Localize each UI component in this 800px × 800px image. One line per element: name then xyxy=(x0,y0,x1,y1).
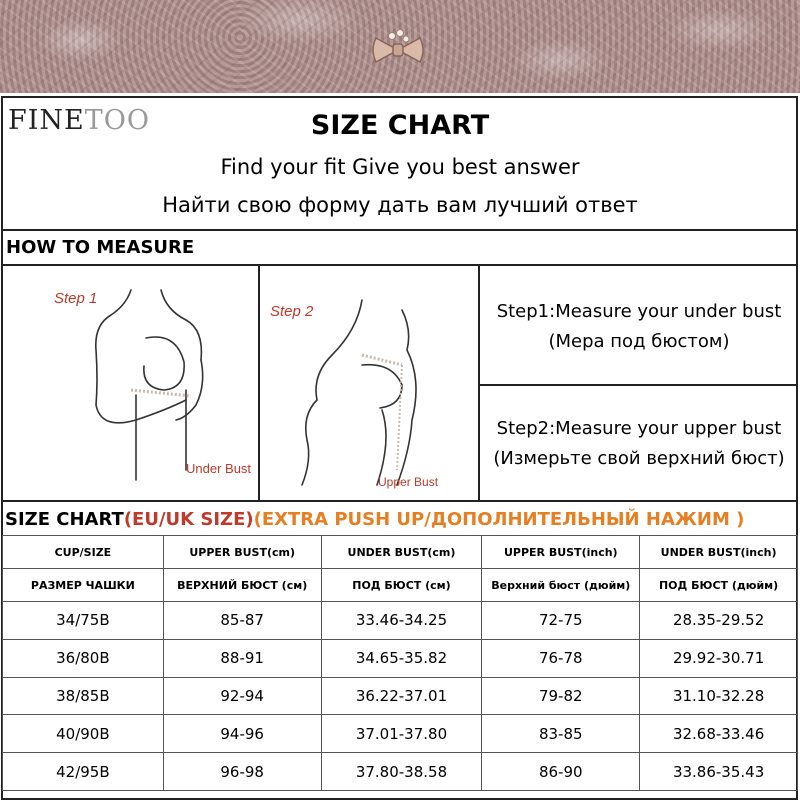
step1-sketch-caption: Under Bust xyxy=(186,461,252,476)
subtitle-english: Find your fit Give you best answer xyxy=(220,155,580,179)
table-header-cell: UNDER BUST(inch) xyxy=(640,536,798,569)
table-cell: 33.46-34.25 xyxy=(321,602,482,640)
table-cell: 37.01-37.80 xyxy=(321,715,482,753)
table-cell: 83-85 xyxy=(482,715,640,753)
size-chart-title-style: (EXTRA PUSH UP/ДОПОЛНИТЕЛЬНЫЙ НАЖИМ ) xyxy=(253,509,745,530)
table-header-cell: РАЗМЕР ЧАШКИ xyxy=(3,569,164,602)
table-cell: 72-75 xyxy=(482,602,640,640)
step1-instructions xyxy=(480,297,798,357)
subtitle-russian: Найти свою форму дать вам лучший ответ xyxy=(162,193,638,217)
table-cell: 28.35-29.52 xyxy=(640,602,798,640)
size-chart-title-region: (EU/UK SIZE) xyxy=(123,509,254,530)
table-cell: 85-87 xyxy=(163,602,321,640)
table-cell: 92-94 xyxy=(163,677,321,715)
lace-banner xyxy=(0,0,800,93)
table-cell: 37.80-38.58 xyxy=(321,753,482,791)
table-header-cell: UPPER BUST(cm) xyxy=(163,536,321,569)
size-chart-title xyxy=(5,509,744,530)
divider xyxy=(258,266,260,500)
table-cell: 29.92-30.71 xyxy=(640,639,798,677)
step1-measure-sketch xyxy=(36,270,258,495)
table-header-row-english xyxy=(3,536,798,569)
table-cell: 33.86-35.43 xyxy=(640,753,798,791)
step2-text-russian: (Измерьте свой верхний бюст) xyxy=(493,448,785,469)
step2-sketch-caption: Upper Bust xyxy=(378,475,439,489)
how-to-measure-heading: HOW TO MEASURE xyxy=(6,237,195,258)
table-row xyxy=(3,715,798,753)
table-cell: 86-90 xyxy=(482,753,640,791)
table-cell: 31.10-32.28 xyxy=(640,677,798,715)
table-header-cell: Верхний бюст (дюйм) xyxy=(482,569,640,602)
bow-icon xyxy=(368,28,428,68)
table-cell: 34.65-35.82 xyxy=(321,639,482,677)
table-header-cell: ВЕРХНИЙ БЮСТ (см) xyxy=(163,569,321,602)
table-cell: 38/85B xyxy=(3,677,164,715)
divider xyxy=(2,229,798,231)
table-header-cell: ПОД БЮСТ (дюйм) xyxy=(640,569,798,602)
divider xyxy=(480,384,798,386)
table-header-cell: ПОД БЮСТ (см) xyxy=(321,569,482,602)
table-cell: 32.68-33.46 xyxy=(640,715,798,753)
table-header-row-russian xyxy=(3,569,798,602)
brand-logo: FINETOO xyxy=(8,105,151,136)
table-cell: 36/80B xyxy=(3,639,164,677)
table-header-cell: UPPER BUST(inch) xyxy=(482,536,640,569)
table-cell: 36.22-37.01 xyxy=(321,677,482,715)
table-header-cell: UNDER BUST(cm) xyxy=(321,536,482,569)
step1-text-english: Step1:Measure your under bust xyxy=(496,301,782,322)
divider xyxy=(2,264,798,266)
size-chart-title-main: SIZE CHART xyxy=(5,509,124,530)
table-cell: 76-78 xyxy=(482,639,640,677)
table-row xyxy=(3,753,798,791)
step2-sketch-label: Step 2 xyxy=(270,303,314,320)
table-header-cell: CUP/SIZE xyxy=(3,536,164,569)
table-cell: 42/95B xyxy=(3,753,164,791)
page-title: SIZE CHART xyxy=(310,110,490,141)
step2-measure-sketch xyxy=(262,270,478,495)
table-cell: 96-98 xyxy=(163,753,321,791)
table-cell: 94-96 xyxy=(163,715,321,753)
step1-text-russian: (Мера под бюстом) xyxy=(548,331,730,352)
table-row xyxy=(3,639,798,677)
divider xyxy=(2,500,798,502)
step1-sketch-label: Step 1 xyxy=(54,290,98,307)
table-row xyxy=(3,677,798,715)
table-cell: 79-82 xyxy=(482,677,640,715)
table-row xyxy=(3,602,798,640)
step2-instructions xyxy=(480,414,798,474)
table-cell: 88-91 xyxy=(163,639,321,677)
table-cell: 40/90B xyxy=(3,715,164,753)
size-table xyxy=(2,535,798,791)
step2-text-english: Step2:Measure your upper bust xyxy=(496,418,782,439)
table-cell: 34/75B xyxy=(3,602,164,640)
